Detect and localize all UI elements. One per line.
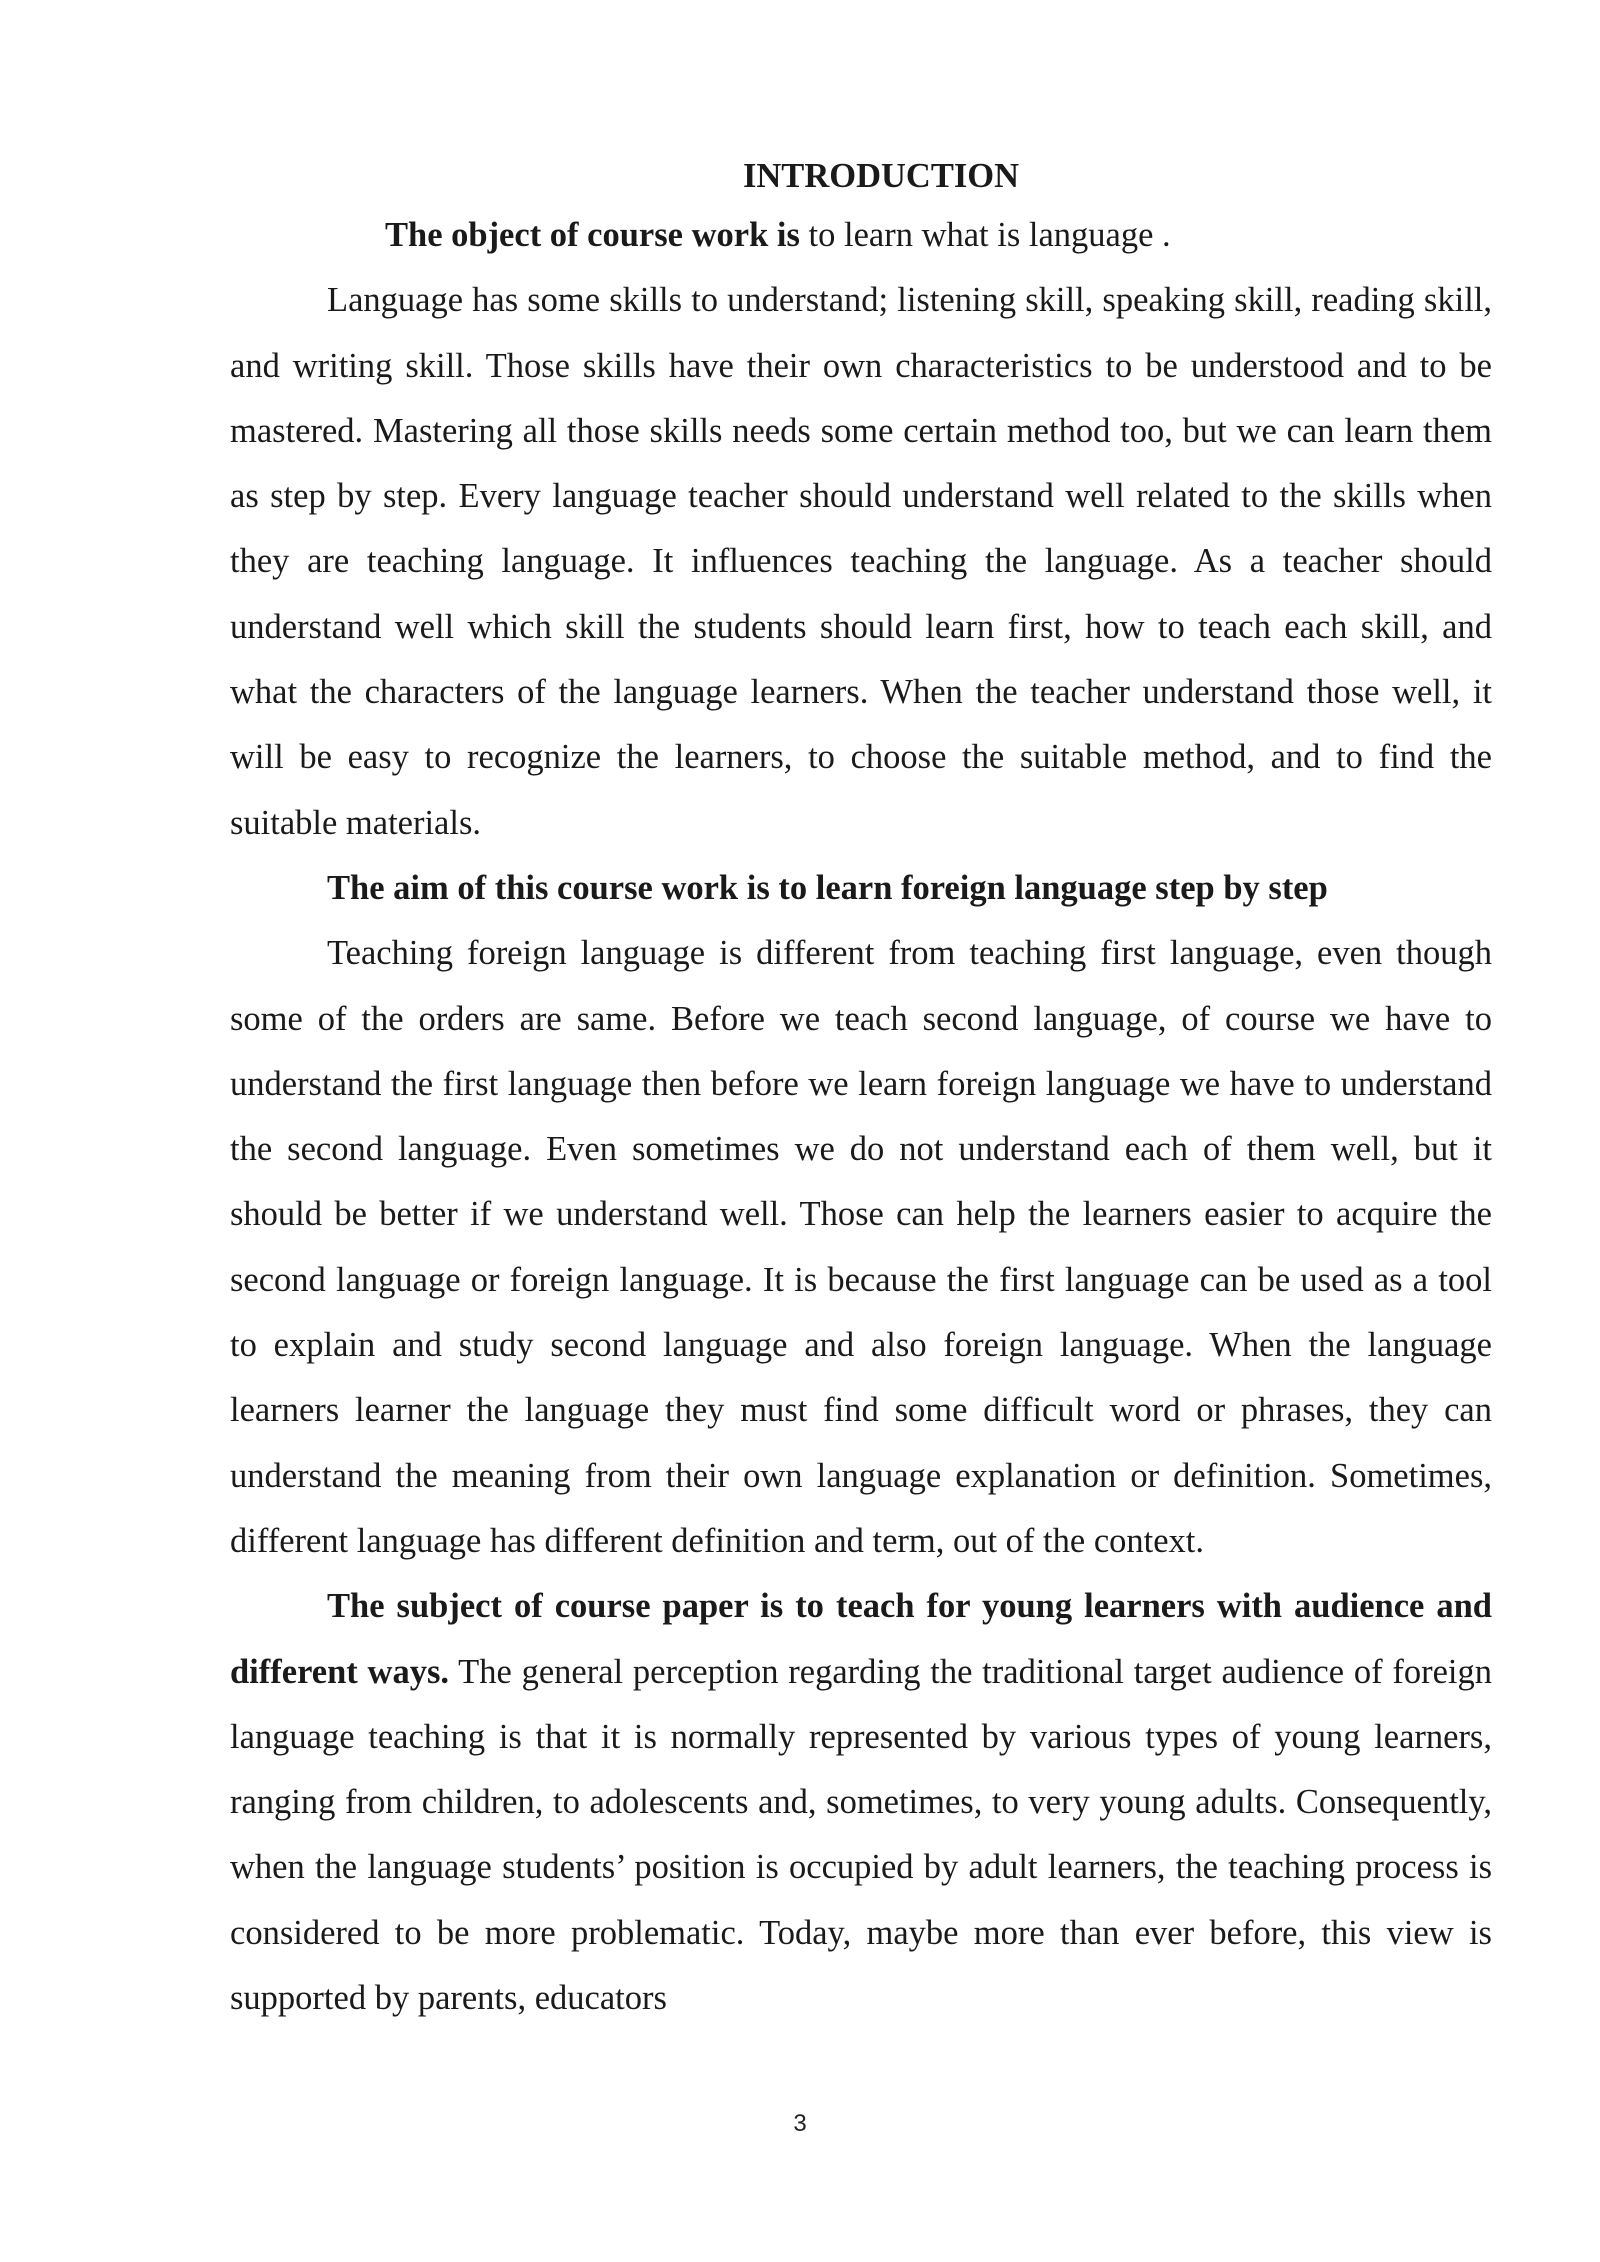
document-page (230, 150, 1492, 2031)
subject-lead: The subject of course paper is to teach for young learners with audience and different ways. (230, 1587, 1492, 1691)
aim-statement: The aim of this course work is to learn foreign language step by step (327, 868, 1328, 907)
subject-text: The general perception regarding the traditional target audience of foreign language teaching is that it is normally represented by various types of young learners, ranging from children, to adolescents and, sometimes, to very young adults. Consequently, when the language students’ position is occupied by adult learners, the teaching process is considered to be more problematic. Today, maybe more than ever before, this view is supported by parents, educators (230, 1652, 1492, 2018)
object-lead: The object of course work is (385, 216, 800, 254)
page-number: 3 (793, 2110, 807, 2137)
object-statement (230, 203, 1492, 268)
object-text: to learn what is language . (799, 216, 1171, 254)
subject-paragraph (230, 1574, 1492, 2031)
page-title: INTRODUCTION (742, 157, 1020, 195)
skills-paragraph: Language has some skills to understand; listening skill, speaking skill, reading skill, and writing skill. Those skills have their own characteristics to be understood and to be mastered. Mastering all those skills needs some certain method too, but we can learn them as step by step. Every language teacher should understand well related to the skills when they are teaching language. It influences teaching the language. As a teacher should understand well which skill the students should learn first, how to teach each skill, and what the characters of the language learners. When the teacher understand those well, it will be easy to recognize the learners, to choose the suitable method, and to find the suitable materials. (230, 281, 1492, 842)
foreign-language-paragraph: Teaching foreign language is different from teaching first language, even though some of the orders are same. Before we teach second language, of course we have to understand the first language then before we learn foreign language we have to understand the second language. Even sometimes we do not understand each of them well, but it should be better if we understand well. Those can help the learners easier to acquire the second language or foreign language. It is because the first language can be used as a tool to explain and study second language and also foreign language. When the language learners learner the language they must find some difficult word or phrases, they can understand the meaning from their own language explanation or definition. Sometimes, different language has different definition and term, out of the context. (230, 934, 1492, 1560)
